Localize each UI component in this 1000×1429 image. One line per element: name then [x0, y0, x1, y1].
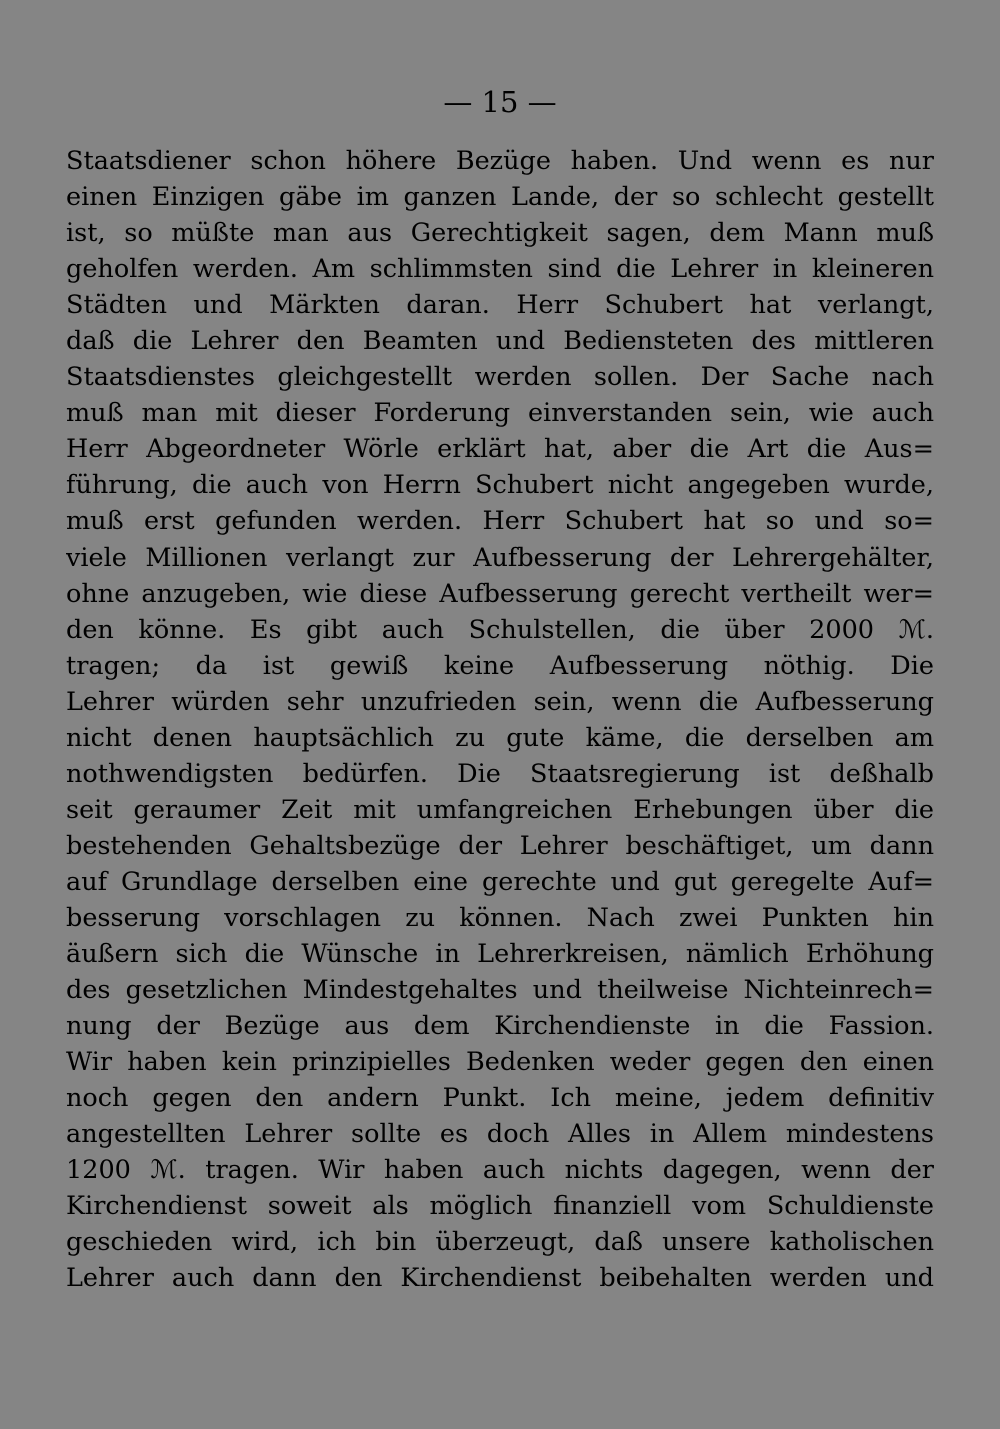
text-line: 1200 ℳ. tragen. Wir haben auch nichts dagegen, wenn der	[66, 1155, 934, 1186]
text-line: führung, die auch von Herrn Schubert nicht angegeben wurde,	[66, 470, 934, 501]
text-line: Lehrer auch dann den Kirchendienst beibehalten werden und	[66, 1263, 934, 1294]
text-line: ohne anzugeben, wie diese Aufbesserung gerecht vertheilt wer=	[66, 578, 934, 609]
body-text	[66, 143, 934, 1297]
text-line: nung der Bezüge aus dem Kirchendienste in die Fassion.	[66, 1011, 934, 1042]
text-line: auf Grundlage derselben eine gerechte und gut geregelte Auf=	[66, 866, 934, 897]
text-line: Herr Abgeordneter Wörle erklärt hat, aber die Art die Aus=	[66, 434, 934, 465]
text-line: tragen; da ist gewiß keine Aufbesserung nöthig. Die	[66, 650, 934, 681]
text-line: äußern sich die Wünsche in Lehrerkreisen, nämlich Erhöhung	[66, 939, 934, 970]
text-line: angestellten Lehrer sollte es doch Alles in Allem mindestens	[66, 1119, 934, 1150]
text-line: daß die Lehrer den Beamten und Bediensteten des mittleren	[66, 326, 934, 357]
page-number: — 15 —	[443, 85, 557, 119]
text-line: Städten und Märkten daran. Herr Schubert hat verlangt,	[66, 290, 934, 321]
text-line: Wir haben kein prinzipielles Bedenken weder gegen den einen	[66, 1047, 934, 1078]
text-line: einen Einzigen gäbe im ganzen Lande, der so schlecht gestellt	[66, 182, 934, 213]
text-line: nicht denen hauptsächlich zu gute käme, die derselben am	[66, 722, 934, 753]
text-line: Staatsdiener schon höhere Bezüge haben. Und wenn es nur	[66, 146, 934, 176]
text-line: geschieden wird, ich bin überzeugt, daß unsere katholischen	[66, 1227, 934, 1258]
text-line: Lehrer würden sehr unzufrieden sein, wenn die Aufbesserung	[66, 686, 934, 717]
text-line: des gesetzlichen Mindestgehaltes und theilweise Nichteinrech=	[66, 975, 934, 1006]
text-line: ist, so müßte man aus Gerechtigkeit sagen, dem Mann muß	[66, 218, 934, 249]
text-line: muß man mit dieser Forderung einverstanden sein, wie auch	[66, 398, 934, 429]
text-line: muß erst gefunden werden. Herr Schubert hat so und so=	[66, 506, 934, 537]
text-line: Staatsdienstes gleichgestellt werden sollen. Der Sache nach	[66, 362, 934, 393]
text-line: besserung vorschlagen zu können. Nach zwei Punkten hin	[66, 902, 934, 933]
text-line: seit geraumer Zeit mit umfangreichen Erhebungen über die	[66, 794, 934, 825]
text-line: viele Millionen verlangt zur Aufbesserung der Lehrergehälter,	[66, 542, 934, 573]
text-line: noch gegen den andern Punkt. Ich meine, jedem definitiv	[66, 1083, 934, 1114]
text-line: geholfen werden. Am schlimmsten sind die Lehrer in kleineren	[66, 254, 934, 285]
text-line: Kirchendienst soweit als möglich finanziell vom Schuldienste	[66, 1191, 934, 1222]
text-line: nothwendigsten bedürfen. Die Staatsregierung ist deßhalb	[66, 758, 934, 789]
text-line: den könne. Es gibt auch Schulstellen, die über 2000 ℳ.	[66, 614, 934, 645]
text-line: bestehenden Gehaltsbezüge der Lehrer beschäftiget, um dann	[66, 830, 934, 861]
